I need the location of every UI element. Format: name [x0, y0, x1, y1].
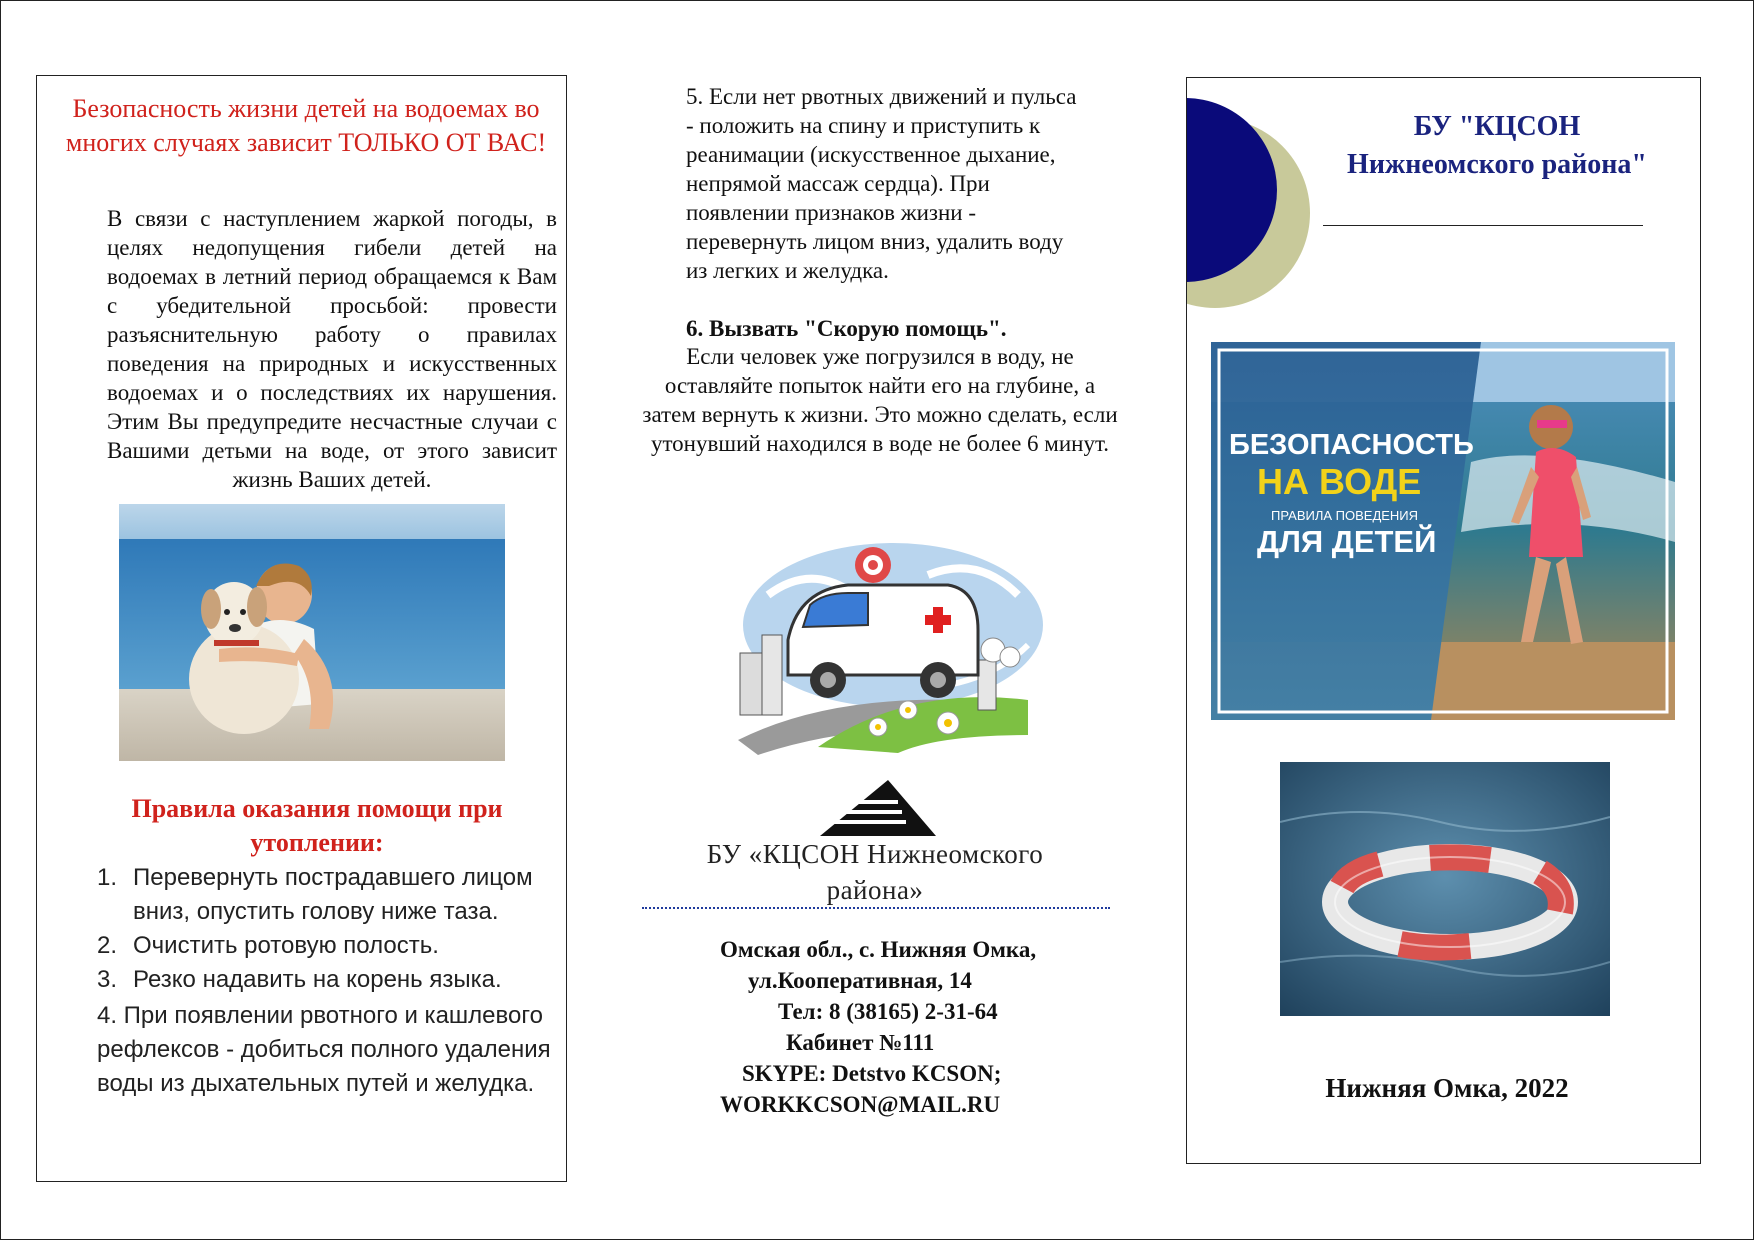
left-panel	[36, 75, 567, 1182]
ambulance-illustration	[728, 535, 1048, 760]
contact-street-line: ул.Кооперативная, 14	[748, 968, 972, 993]
drowning-aid-rules	[97, 861, 552, 1101]
dotted-divider	[642, 907, 1110, 909]
rule-text: Резко надавить на корень языка.	[133, 966, 502, 993]
rule-item	[97, 929, 552, 963]
lifebuoy-photo	[1280, 762, 1610, 1016]
decorative-circles	[1187, 78, 1347, 348]
step-5-text: 5. Если нет рвотных движений и пульса - положить на спину и приступить к реанимации (искусственное дыхание, непрямой массаж сердца). При появлении признаков жизни - перевернуть лицом вниз, удалить воду из легких и желудка.	[686, 84, 1077, 283]
place-and-year: Нижняя Омка, 2022	[1325, 1073, 1569, 1103]
org-title: БУ "КЦСОН Нижнеомского района"	[1347, 111, 1647, 180]
rule-item	[97, 963, 552, 997]
title-underline	[1323, 225, 1643, 226]
rules-title: Правила оказания помощи при утоплении:	[131, 794, 503, 857]
rule-number: 2.	[97, 932, 118, 959]
poster-line-2: НА ВОДЕ	[1257, 461, 1422, 502]
rule-text: Перевернуть пострадавшего лицом вниз, опустить голову ниже таза.	[133, 864, 533, 925]
poster-line-3: ПРАВИЛА ПОВЕДЕНИЯ	[1271, 508, 1419, 523]
contact-office-line: Кабинет №111	[786, 1030, 935, 1055]
water-safety-poster	[1211, 342, 1675, 720]
contact-phone-line: Тел: 8 (38165) 2-31-64	[778, 999, 998, 1024]
child-with-dog-photo	[119, 504, 505, 761]
contacts-block	[720, 934, 1140, 1120]
rule-number: 3.	[97, 966, 118, 993]
left-title: Безопасность жизни детей на водоемах во многих случаях зависит ТОЛЬКО ОТ ВАС!	[65, 94, 547, 157]
rule-item	[97, 861, 552, 929]
right-panel	[1186, 77, 1701, 1164]
rule-text: Очистить ротовую полость.	[133, 932, 439, 959]
step-6-text: 6. Вызвать "Скорую помощь".	[686, 316, 1007, 341]
organization-logo	[818, 778, 938, 838]
intro-paragraph: В связи с наступлением жаркой погоды, в целях недопущения гибели детей на водоемах в летний период обращаемся к Вам с убедительной просьбой: провести разъяснительную работу о правилах поведения на природных и искусственных водоемах и о последствиях их нарушения. Этим Вы предупредите несчастные случаи с Вашими детьми на воде, от этого зависит жизнь Ваших детей.	[107, 206, 557, 492]
organization-name: БУ «КЦСОН Нижнеомского района»	[706, 839, 1044, 905]
contact-email-line[interactable]: WORKKCSON@MAIL.RU	[720, 1092, 1001, 1117]
rescue-paragraph: Если человек уже погрузился в воду, не оставляйте попыток найти его на глубине, а затем вернуть к жизни. Это можно сделать, если утонувший находился в воде не более 6 минут.	[642, 344, 1118, 456]
rule-number: 1.	[97, 864, 118, 891]
poster-line-4: ДЛЯ ДЕТЕЙ	[1257, 524, 1437, 559]
contact-skype-line: SKYPE: Detstvo KCSON;	[742, 1061, 1002, 1086]
contact-address-line: Омская обл., с. Нижняя Омка,	[720, 937, 1037, 962]
poster-line-1: БЕЗОПАСНОСТЬ	[1229, 429, 1474, 461]
rule-item-4: 4. При появлении рвотного и кашлевого рефлексов - добиться полного удаления воды из дыхательных путей и желудка.	[97, 1002, 551, 1097]
